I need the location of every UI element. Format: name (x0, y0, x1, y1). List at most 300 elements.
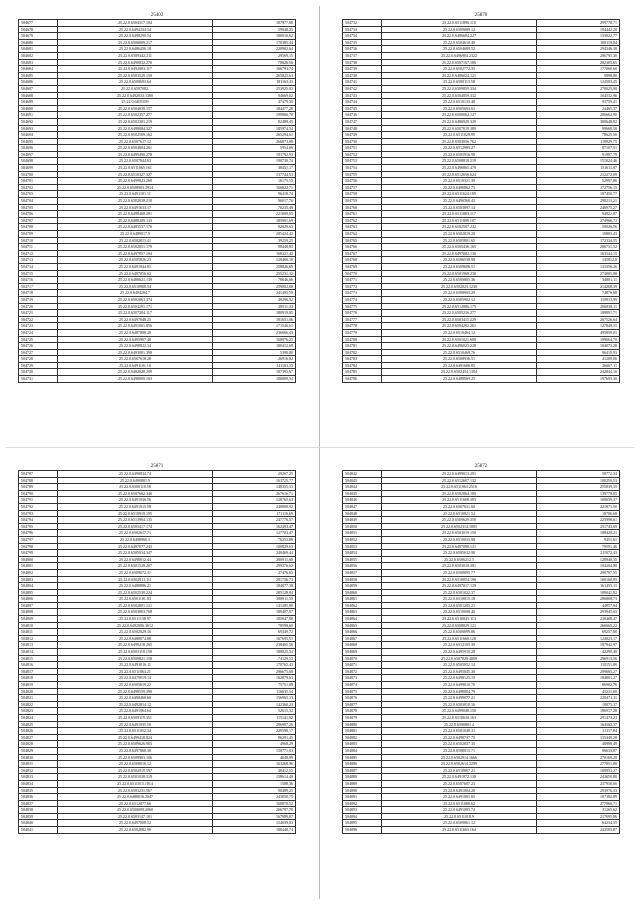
table-row (343, 761, 620, 768)
table-row (343, 283, 620, 290)
table-row (19, 178, 296, 185)
amount-cell: 293945,63 (537, 609, 620, 616)
row-id-cell: 504847 (343, 503, 382, 510)
table-row (19, 477, 296, 484)
row-id-cell: 504791 (19, 497, 58, 504)
amount-cell: 199866,78 (213, 112, 296, 119)
table-row (343, 145, 620, 152)
table-row (19, 270, 296, 277)
row-id-cell: 504786 (343, 376, 382, 383)
amount-cell: 145812,8 (537, 257, 620, 264)
code-cell: 25.22.0.6510033.98 (382, 536, 537, 543)
amount-cell: 293976,33 (537, 787, 620, 794)
table-row (343, 263, 620, 270)
code-cell: 25.22.0.6487808.28 (58, 329, 213, 336)
row-id-cell: 504882 (343, 734, 382, 741)
table-row (343, 609, 620, 616)
row-id-cell: 504839 (19, 813, 58, 820)
amount-cell: 93759,41 (537, 99, 620, 106)
row-id-cell: 504866 (343, 629, 382, 636)
row-id-cell: 504812 (19, 635, 58, 642)
row-id-cell: 504822 (19, 701, 58, 708)
row-id-cell: 504829 (19, 747, 58, 754)
amount-cell: 110913,99 (537, 296, 620, 303)
code-cell: 25.22.0.6510327.327 (58, 171, 213, 178)
amount-cell: 39259,25 (213, 237, 296, 244)
row-id-cell: 504896 (343, 827, 382, 834)
table-row (343, 376, 620, 383)
row-id-cell: 504792 (19, 503, 58, 510)
code-cell: 25.22.0.6510321.39 (382, 178, 537, 185)
table-row (343, 244, 620, 251)
row-id-cell: 504771 (343, 277, 382, 284)
table-row (343, 662, 620, 669)
code-cell: 25.22.0.6488621.139 (58, 277, 213, 284)
row-id-cell: 504890 (343, 787, 382, 794)
amount-cell: 87107,51 (537, 145, 620, 152)
table-row (19, 132, 296, 139)
row-id-cell: 504702 (19, 184, 58, 191)
data-table (18, 19, 296, 383)
code-cell: 25.22.0.6491844.81 (58, 263, 213, 270)
amount-cell: 164562,37 (537, 721, 620, 728)
table-row (19, 277, 296, 284)
amount-cell: 171116,69 (213, 510, 296, 517)
code-cell: 25.22.0.6508016.12 (58, 761, 213, 768)
code-cell: 25.22.0.6492033.1380 (58, 92, 213, 99)
table-row (343, 224, 620, 231)
table-row (343, 79, 620, 86)
amount-cell: 79591,46 (537, 543, 620, 550)
amount-cell: 34881,11 (537, 277, 620, 284)
table-row (19, 263, 296, 270)
table-row (343, 787, 620, 794)
row-id-cell: 504875 (343, 688, 382, 695)
code-cell: 25.22.0.6491095.74 (382, 807, 537, 814)
panel-divider (319, 6, 320, 899)
code-cell: 25.22.0.6507167.186 (382, 59, 537, 66)
row-id-cell: 504851 (343, 530, 382, 537)
code-cell: 25.22.0.6507617.12 (58, 138, 213, 145)
row-id-cell: 504773 (343, 290, 382, 297)
amount-cell: 299376,62 (213, 563, 296, 570)
row-id-cell: 504730 (19, 369, 58, 376)
row-id-cell: 504828 (19, 741, 58, 748)
code-cell: 25.22.0.6502851.179 (58, 244, 213, 251)
amount-cell: 255839,35 (537, 484, 620, 491)
amount-cell: 151611,87 (537, 165, 620, 172)
table-row (343, 349, 620, 356)
amount-cell: 48998,49 (537, 741, 620, 748)
code-cell: 25.22.0.6486436.18 (58, 46, 213, 53)
code-cell: 25.22.0.6505436.165 (382, 244, 537, 251)
code-cell: 25.22.0.6507631.60 (382, 503, 537, 510)
table-row (19, 622, 296, 629)
table-row (343, 184, 620, 191)
row-id-cell: 504818 (19, 675, 58, 682)
row-id-cell: 504687 (19, 85, 58, 92)
table-row (19, 721, 296, 728)
panel-title: 25872 (474, 464, 488, 469)
code-cell: 25.22.0.6503010.16 (382, 701, 537, 708)
table-panel-bottom-left (18, 463, 296, 834)
code-cell: 25.22.0.6504291.171 (58, 303, 213, 310)
table-row (19, 642, 296, 649)
table-row (343, 695, 620, 702)
amount-cell: 40412,55 (213, 767, 296, 774)
table-row (343, 767, 620, 774)
code-cell: 25.22.0.6509859.334 (382, 85, 537, 92)
row-id-cell: 504819 (19, 682, 58, 689)
code-cell: 25.22.0.6501048.31 (382, 728, 537, 735)
table-row (19, 52, 296, 59)
row-id-cell: 504724 (19, 329, 58, 336)
row-id-cell: 504813 (19, 642, 58, 649)
code-cell: 25.22.0.6511896.110 (382, 20, 537, 27)
row-id-cell: 504850 (343, 523, 382, 530)
row-id-cell: 504698 (19, 158, 58, 165)
code-cell: 25.22.0.6508903.2914 (58, 184, 213, 191)
amount-cell: 281756,73 (213, 576, 296, 583)
table-row (343, 356, 620, 363)
row-id-cell: 504690 (19, 105, 58, 112)
amount-cell: 206731,52 (537, 244, 620, 251)
table-row (343, 754, 620, 761)
amount-cell: 110151,80 (537, 662, 620, 669)
row-id-cell: 504693 (19, 125, 58, 132)
amount-cell: 251743,69 (537, 523, 620, 530)
table-row (343, 728, 620, 735)
row-id-cell: 504837 (19, 800, 58, 807)
amount-cell: 162879,63 (213, 675, 296, 682)
table-row (343, 827, 620, 834)
row-id-cell: 504717 (19, 283, 58, 290)
amount-cell: 211072,43 (537, 550, 620, 557)
amount-cell: 4648,09 (213, 754, 296, 761)
amount-cell: 230408,47 (537, 616, 620, 623)
amount-cell: 286808,73 (537, 596, 620, 603)
amount-cell: 160160,85 (537, 576, 620, 583)
table-row (19, 316, 296, 323)
row-id-cell: 504787 (19, 471, 58, 478)
code-cell: 25.22.0.6503147.101 (58, 813, 213, 820)
code-cell: 25.22.0.6491072.138 (382, 774, 537, 781)
panel-title: 25870 (474, 13, 488, 18)
amount-cell: 296913,56 (537, 655, 620, 662)
row-id-cell: 504782 (343, 349, 382, 356)
code-cell: 25.22.0.6509626.903 (58, 741, 213, 748)
amount-cell: 274966,72 (537, 217, 620, 224)
code-cell: 25.22.0.6511608.393 (382, 497, 537, 504)
amount-cell: 45231,60 (537, 688, 620, 695)
amount-cell: 100829,03 (213, 543, 296, 550)
row-id-cell: 504873 (343, 675, 382, 682)
code-cell: 25.22.0.6507662.346 (58, 490, 213, 497)
amount-cell: 52615,32 (213, 708, 296, 715)
amount-cell: 258826,69 (213, 263, 296, 270)
code-cell: 25.22.0.6501968.230 (382, 270, 537, 277)
table-row (19, 165, 296, 172)
table-row (19, 583, 296, 590)
table-row (343, 204, 620, 211)
row-id-cell: 504869 (343, 649, 382, 656)
code-cell: 25.22.0.6491606.85 (382, 362, 537, 369)
table-row (19, 503, 296, 510)
row-id-cell: 504677 (19, 20, 58, 27)
row-id-cell: 504705 (19, 204, 58, 211)
row-id-cell: 504808 (19, 609, 58, 616)
table-row (19, 550, 296, 557)
code-cell: 25.22.0.6497008.52 (58, 820, 213, 827)
table-row (19, 336, 296, 343)
row-id-cell: 504718 (19, 290, 58, 297)
row-id-cell: 504793 (19, 510, 58, 517)
table-row (19, 813, 296, 820)
amount-cell: 181163,43 (213, 79, 296, 86)
code-cell: 25.22.0.6497682.130 (382, 250, 537, 257)
table-row (343, 721, 620, 728)
row-id-cell: 504848 (343, 510, 382, 517)
row-id-cell: 504814 (19, 649, 58, 656)
row-id-cell: 504826 (19, 728, 58, 735)
code-cell: 25.22.0.6496865.479 (382, 165, 537, 172)
row-id-cell: 504741 (343, 79, 382, 86)
table-row (343, 589, 620, 596)
row-id-cell: 504865 (343, 622, 382, 629)
code-cell: 25.22.0.6497048.25 (58, 316, 213, 323)
table-row (343, 329, 620, 336)
row-id-cell: 504860 (343, 589, 382, 596)
table-row (343, 323, 620, 330)
table-row (343, 105, 620, 112)
row-id-cell: 504852 (343, 536, 382, 543)
table-row (19, 217, 296, 224)
code-cell: 25.22.0.6486929.329 (382, 118, 537, 125)
table-row (343, 563, 620, 570)
row-id-cell: 504888 (343, 774, 382, 781)
amount-cell: 166822,71 (213, 184, 296, 191)
code-cell: 25.22.0.6485537.176 (58, 224, 213, 231)
table-row (19, 767, 296, 774)
code-cell: 25.22.0.6488074.88 (58, 635, 213, 642)
table-row (343, 72, 620, 79)
amount-cell: 240469,44 (213, 550, 296, 557)
table-row (343, 503, 620, 510)
code-cell: 25.22.0.6488886.21 (58, 583, 213, 590)
table-row (19, 649, 296, 656)
code-cell: 25.22.0.6505632.90 (382, 550, 537, 557)
code-cell: 25.22.0.6492814.12 (58, 701, 213, 708)
row-id-cell: 504845 (343, 490, 382, 497)
table-row (343, 178, 620, 185)
code-cell: 25.22.0.6505902.12 (382, 296, 537, 303)
table-row (19, 602, 296, 609)
row-id-cell: 504858 (343, 576, 382, 583)
table-row (19, 211, 296, 218)
code-cell: 25.22.0.6498069.163 (58, 376, 213, 383)
code-cell: 25.22.0.6499013.291 (382, 471, 537, 478)
table-row (343, 118, 620, 125)
row-id-cell: 504788 (19, 477, 58, 484)
table-row (343, 622, 620, 629)
table-row (19, 79, 296, 86)
table-row (343, 800, 620, 807)
amount-cell: 1588,36 (213, 780, 296, 787)
amount-cell: 38451,17 (213, 165, 296, 172)
amount-cell: 69349,72 (213, 629, 296, 636)
code-cell: 25.22.0.6511663.164 (382, 827, 537, 834)
code-cell: 25.22.0.6511138.97 (58, 616, 213, 623)
amount-cell: 170385,44 (213, 39, 296, 46)
amount-cell: 76253,89 (213, 536, 296, 543)
amount-cell: 27476,65 (213, 569, 296, 576)
row-id-cell: 504762 (343, 217, 382, 224)
table-row (343, 556, 620, 563)
table-row (343, 138, 620, 145)
table-row (19, 125, 296, 132)
table-row (343, 543, 620, 550)
code-cell: 25.22.0.6503415.229 (382, 316, 537, 323)
table-row (19, 682, 296, 689)
code-cell: 25.22.0.6505801.65 (382, 237, 537, 244)
code-cell: 25.22.0.6498822.34 (58, 343, 213, 350)
row-id-cell: 504722 (19, 316, 58, 323)
row-id-cell: 504821 (19, 695, 58, 702)
table-row (343, 635, 620, 642)
table-row (343, 237, 620, 244)
amount-cell: 142360,23 (213, 701, 296, 708)
row-id-cell: 504804 (19, 583, 58, 590)
table-row (19, 257, 296, 264)
row-id-cell: 504863 (343, 609, 382, 616)
table-row (19, 589, 296, 596)
row-id-cell: 504685 (19, 72, 58, 79)
row-id-cell: 504766 (343, 244, 382, 251)
row-id-cell: 504714 (19, 263, 58, 270)
table-row (19, 343, 296, 350)
table-row (19, 224, 296, 231)
row-id-cell: 504756 (343, 178, 382, 185)
row-id-cell: 504799 (19, 550, 58, 557)
amount-cell: 189041,82 (537, 589, 620, 596)
code-cell: 25.22.0.6502509.162 (58, 132, 213, 139)
table-row (19, 92, 296, 99)
row-id-cell: 504790 (19, 490, 58, 497)
row-id-cell: 504720 (19, 303, 58, 310)
row-id-cell: 504781 (343, 343, 382, 350)
row-id-cell: 504775 (343, 303, 382, 310)
amount-cell: 26916,82 (213, 356, 296, 363)
table-row (19, 484, 296, 491)
code-cell: 25.22.0.6490862.75 (382, 184, 537, 191)
amount-cell: 4968,29 (213, 741, 296, 748)
row-id-cell: 504681 (19, 46, 58, 53)
table-row (343, 780, 620, 787)
amount-cell: 194442,20 (537, 26, 620, 33)
amount-cell: 187977,68 (213, 20, 296, 27)
table-row (343, 191, 620, 198)
amount-cell: 140355,33 (213, 484, 296, 491)
table-row (19, 530, 296, 537)
code-cell: 25.22.0.6503019.150 (382, 530, 537, 537)
row-id-cell: 504763 (343, 224, 382, 231)
amount-cell: 270160,20 (537, 754, 620, 761)
table-row (343, 132, 620, 139)
table-row (343, 576, 620, 583)
table-row (343, 52, 620, 59)
code-cell: 25.22.0.6501181.83 (58, 596, 213, 603)
amount-cell: 206662,90 (537, 112, 620, 119)
code-cell: 25.22.0.6495359 (58, 99, 213, 106)
amount-cell: 158614,40 (213, 774, 296, 781)
code-cell: 25.22.0.6502617.71 (58, 530, 213, 537)
amount-cell: 185974,54 (213, 125, 296, 132)
code-cell: 25.22.0.6491036.56 (58, 497, 213, 504)
code-cell: 25.22.0.6504282.261 (382, 323, 537, 330)
table-row (343, 596, 620, 603)
table-row (19, 807, 296, 814)
table-row (19, 376, 296, 383)
code-cell: 25.22.0.6509606.51 (382, 263, 537, 270)
table-row (19, 151, 296, 158)
table-row (343, 734, 620, 741)
code-cell: 25.22.0.6502357.277 (58, 112, 213, 119)
code-cell: 25.22.0.6499418.824 (58, 734, 213, 741)
table-row (19, 576, 296, 583)
table-row (19, 820, 296, 827)
row-id-cell: 504831 (19, 761, 58, 768)
amount-cell: 265294,61 (213, 132, 296, 139)
row-id-cell: 504755 (343, 171, 382, 178)
code-cell: 25.22.0.6511088.62 (382, 800, 537, 807)
row-id-cell: 504748 (343, 125, 382, 132)
table-row (19, 635, 296, 642)
code-cell: 25.22.0.6495907.48 (58, 336, 213, 343)
table-row (343, 675, 620, 682)
amount-cell: 253925,03 (213, 85, 296, 92)
amount-cell: 298213,21 (537, 198, 620, 205)
code-cell: 25.22.0.6508829.121 (382, 622, 537, 629)
code-cell: 25.22.0.6507019.389 (382, 125, 537, 132)
row-id-cell: 504709 (19, 231, 58, 238)
amount-cell: 78626,56 (213, 59, 296, 66)
row-id-cell: 504886 (343, 761, 382, 768)
amount-cell: 285424,42 (213, 231, 296, 238)
row-id-cell: 504691 (19, 112, 58, 119)
row-id-cell: 504725 (19, 336, 58, 343)
amount-cell: 127703,47 (213, 530, 296, 537)
code-cell: 25.22.0.6498125.19 (382, 675, 537, 682)
row-id-cell: 504692 (19, 118, 58, 125)
row-id-cell: 504895 (343, 820, 382, 827)
code-cell: 25.22.0.6498290.54 (58, 33, 213, 40)
amount-cell: 59948,25 (213, 26, 296, 33)
row-id-cell: 504751 (343, 145, 382, 152)
table-row (19, 471, 296, 478)
amount-cell: 29267,25 (213, 471, 296, 478)
amount-cell: 177060,60 (537, 66, 620, 73)
amount-cell: 107395,67 (213, 369, 296, 376)
row-id-cell: 504740 (343, 72, 382, 79)
code-cell: 25.22.0.6506212.5 (382, 556, 537, 563)
row-id-cell: 504713 (19, 257, 58, 264)
table-row (19, 497, 296, 504)
table-row (343, 741, 620, 748)
code-cell: 25.22.0.6498960.3 (58, 536, 213, 543)
code-cell: 25.22.0.6499077.21 (382, 695, 537, 702)
amount-cell: 243050,75 (213, 794, 296, 801)
amount-cell: 172334,55 (537, 237, 620, 244)
